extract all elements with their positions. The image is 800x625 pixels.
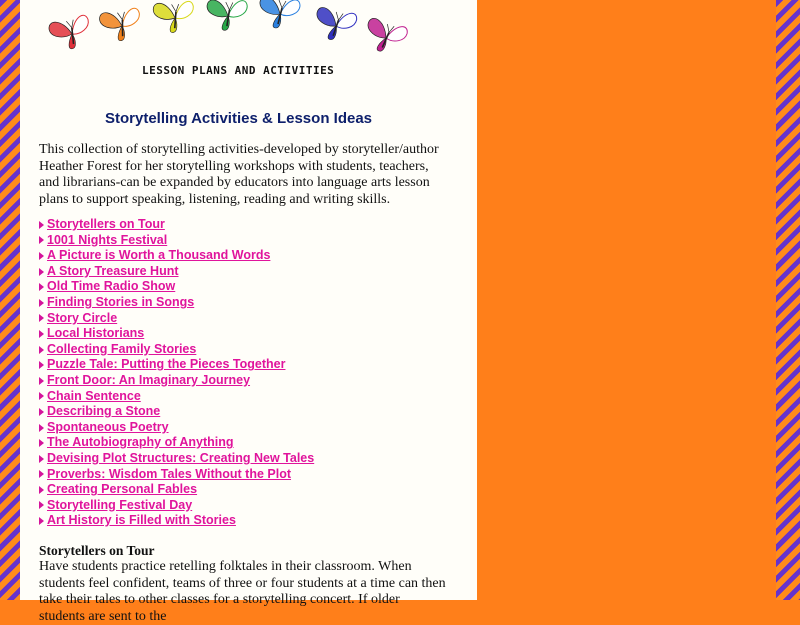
activity-link[interactable]: Front Door: An Imaginary Journey: [47, 372, 251, 387]
activity-link[interactable]: Old Time Radio Show: [47, 279, 176, 294]
bullet-arrow-icon: [39, 330, 44, 338]
bullet-arrow-icon: [39, 314, 44, 322]
activity-link[interactable]: Describing a Stone: [47, 404, 161, 419]
banner-caption: LESSON PLANS AND ACTIVITIES: [142, 64, 335, 77]
activity-link[interactable]: The Autobiography of Anything: [47, 435, 234, 450]
list-item: [39, 295, 314, 311]
list-item: [39, 217, 314, 233]
list-item: [39, 420, 314, 436]
section-title: Storytellers on Tour: [39, 543, 155, 558]
butterflies-banner-image: [50, 0, 410, 70]
list-item: [39, 435, 314, 451]
orange-butterfly-icon: [98, 4, 145, 45]
list-item: [39, 389, 314, 405]
list-item: [39, 342, 314, 358]
list-item: [39, 482, 314, 498]
activity-link[interactable]: Proverbs: Wisdom Tales Without the Plot: [47, 466, 292, 481]
bullet-arrow-icon: [39, 361, 44, 369]
activity-link-list: [39, 217, 314, 529]
bullet-arrow-icon: [39, 439, 44, 447]
bullet-arrow-icon: [39, 252, 44, 260]
activity-link[interactable]: Creating Personal Fables: [47, 482, 198, 497]
list-item: [39, 373, 314, 389]
list-item: [39, 404, 314, 420]
list-item: [39, 467, 314, 483]
activity-link[interactable]: Spontaneous Poetry: [47, 419, 169, 434]
list-item: [39, 264, 314, 280]
bullet-arrow-icon: [39, 377, 44, 385]
list-item: [39, 326, 314, 342]
list-item: [39, 498, 314, 514]
activity-link[interactable]: Art History is Filled with Stories: [47, 513, 236, 528]
bullet-arrow-icon: [39, 486, 44, 494]
list-item: [39, 357, 314, 373]
bullet-arrow-icon: [39, 221, 44, 229]
activity-link[interactable]: Devising Plot Structures: Creating New Tales: [47, 450, 315, 465]
activity-link[interactable]: Chain Sentence: [47, 388, 141, 403]
list-item: [39, 451, 314, 467]
intro-paragraph: This collection of storytelling activities-developed by storyteller/author Heather Forest for her storytelling workshops with students, teachers, and librarians-can be expanded by educators into language arts lesson plans to support speaking, listening, reading and writing skills.: [39, 142, 439, 207]
bullet-arrow-icon: [39, 392, 44, 400]
bullet-arrow-icon: [39, 268, 44, 276]
decorative-border-left: [0, 0, 20, 600]
list-item: [39, 233, 314, 249]
red-butterfly-icon: [47, 11, 95, 54]
activity-link[interactable]: Collecting Family Stories: [47, 341, 197, 356]
section-body: Have students practice retelling folktales in their classroom. When students feel confident, teams of three or four students at a time can then take their tales to other classes for a storytelling concert. If older students are sent to the: [39, 559, 446, 624]
activity-link[interactable]: Finding Stories in Songs: [47, 294, 195, 309]
bullet-arrow-icon: [39, 283, 44, 291]
bullet-arrow-icon: [39, 299, 44, 307]
activity-link[interactable]: A Picture is Worth a Thousand Words: [47, 248, 271, 263]
list-item: [39, 248, 314, 264]
magenta-butterfly-icon: [364, 17, 409, 55]
yellow-butterfly-icon: [152, 0, 197, 35]
activity-link[interactable]: Story Circle: [47, 310, 118, 325]
content-panel: [20, 0, 477, 624]
bullet-arrow-icon: [39, 408, 44, 416]
green-butterfly-icon: [207, 0, 250, 32]
bullet-arrow-icon: [39, 517, 44, 525]
bullet-arrow-icon: [39, 470, 44, 478]
activity-link[interactable]: Local Historians: [47, 326, 145, 341]
activity-link[interactable]: Storytellers on Tour: [47, 217, 165, 231]
indigo-butterfly-icon: [315, 7, 358, 42]
bullet-arrow-icon: [39, 236, 44, 244]
blue-butterfly-icon: [260, 0, 300, 28]
activity-link[interactable]: 1001 Nights Festival: [47, 232, 168, 247]
bullet-arrow-icon: [39, 455, 44, 463]
activity-link[interactable]: A Story Treasure Hunt: [47, 263, 179, 278]
lesson-plans-banner: [50, 0, 410, 82]
list-item: [39, 279, 314, 295]
bullet-arrow-icon: [39, 501, 44, 509]
activity-link[interactable]: Puzzle Tale: Putting the Pieces Together: [47, 357, 286, 372]
bullet-arrow-icon: [39, 424, 44, 432]
decorative-border-right: [776, 0, 800, 600]
page-title: Storytelling Activities & Lesson Ideas: [104, 110, 373, 127]
list-item: [39, 311, 314, 327]
list-item: [39, 513, 314, 529]
bullet-arrow-icon: [39, 346, 44, 354]
activity-link[interactable]: Storytelling Festival Day: [47, 497, 193, 512]
